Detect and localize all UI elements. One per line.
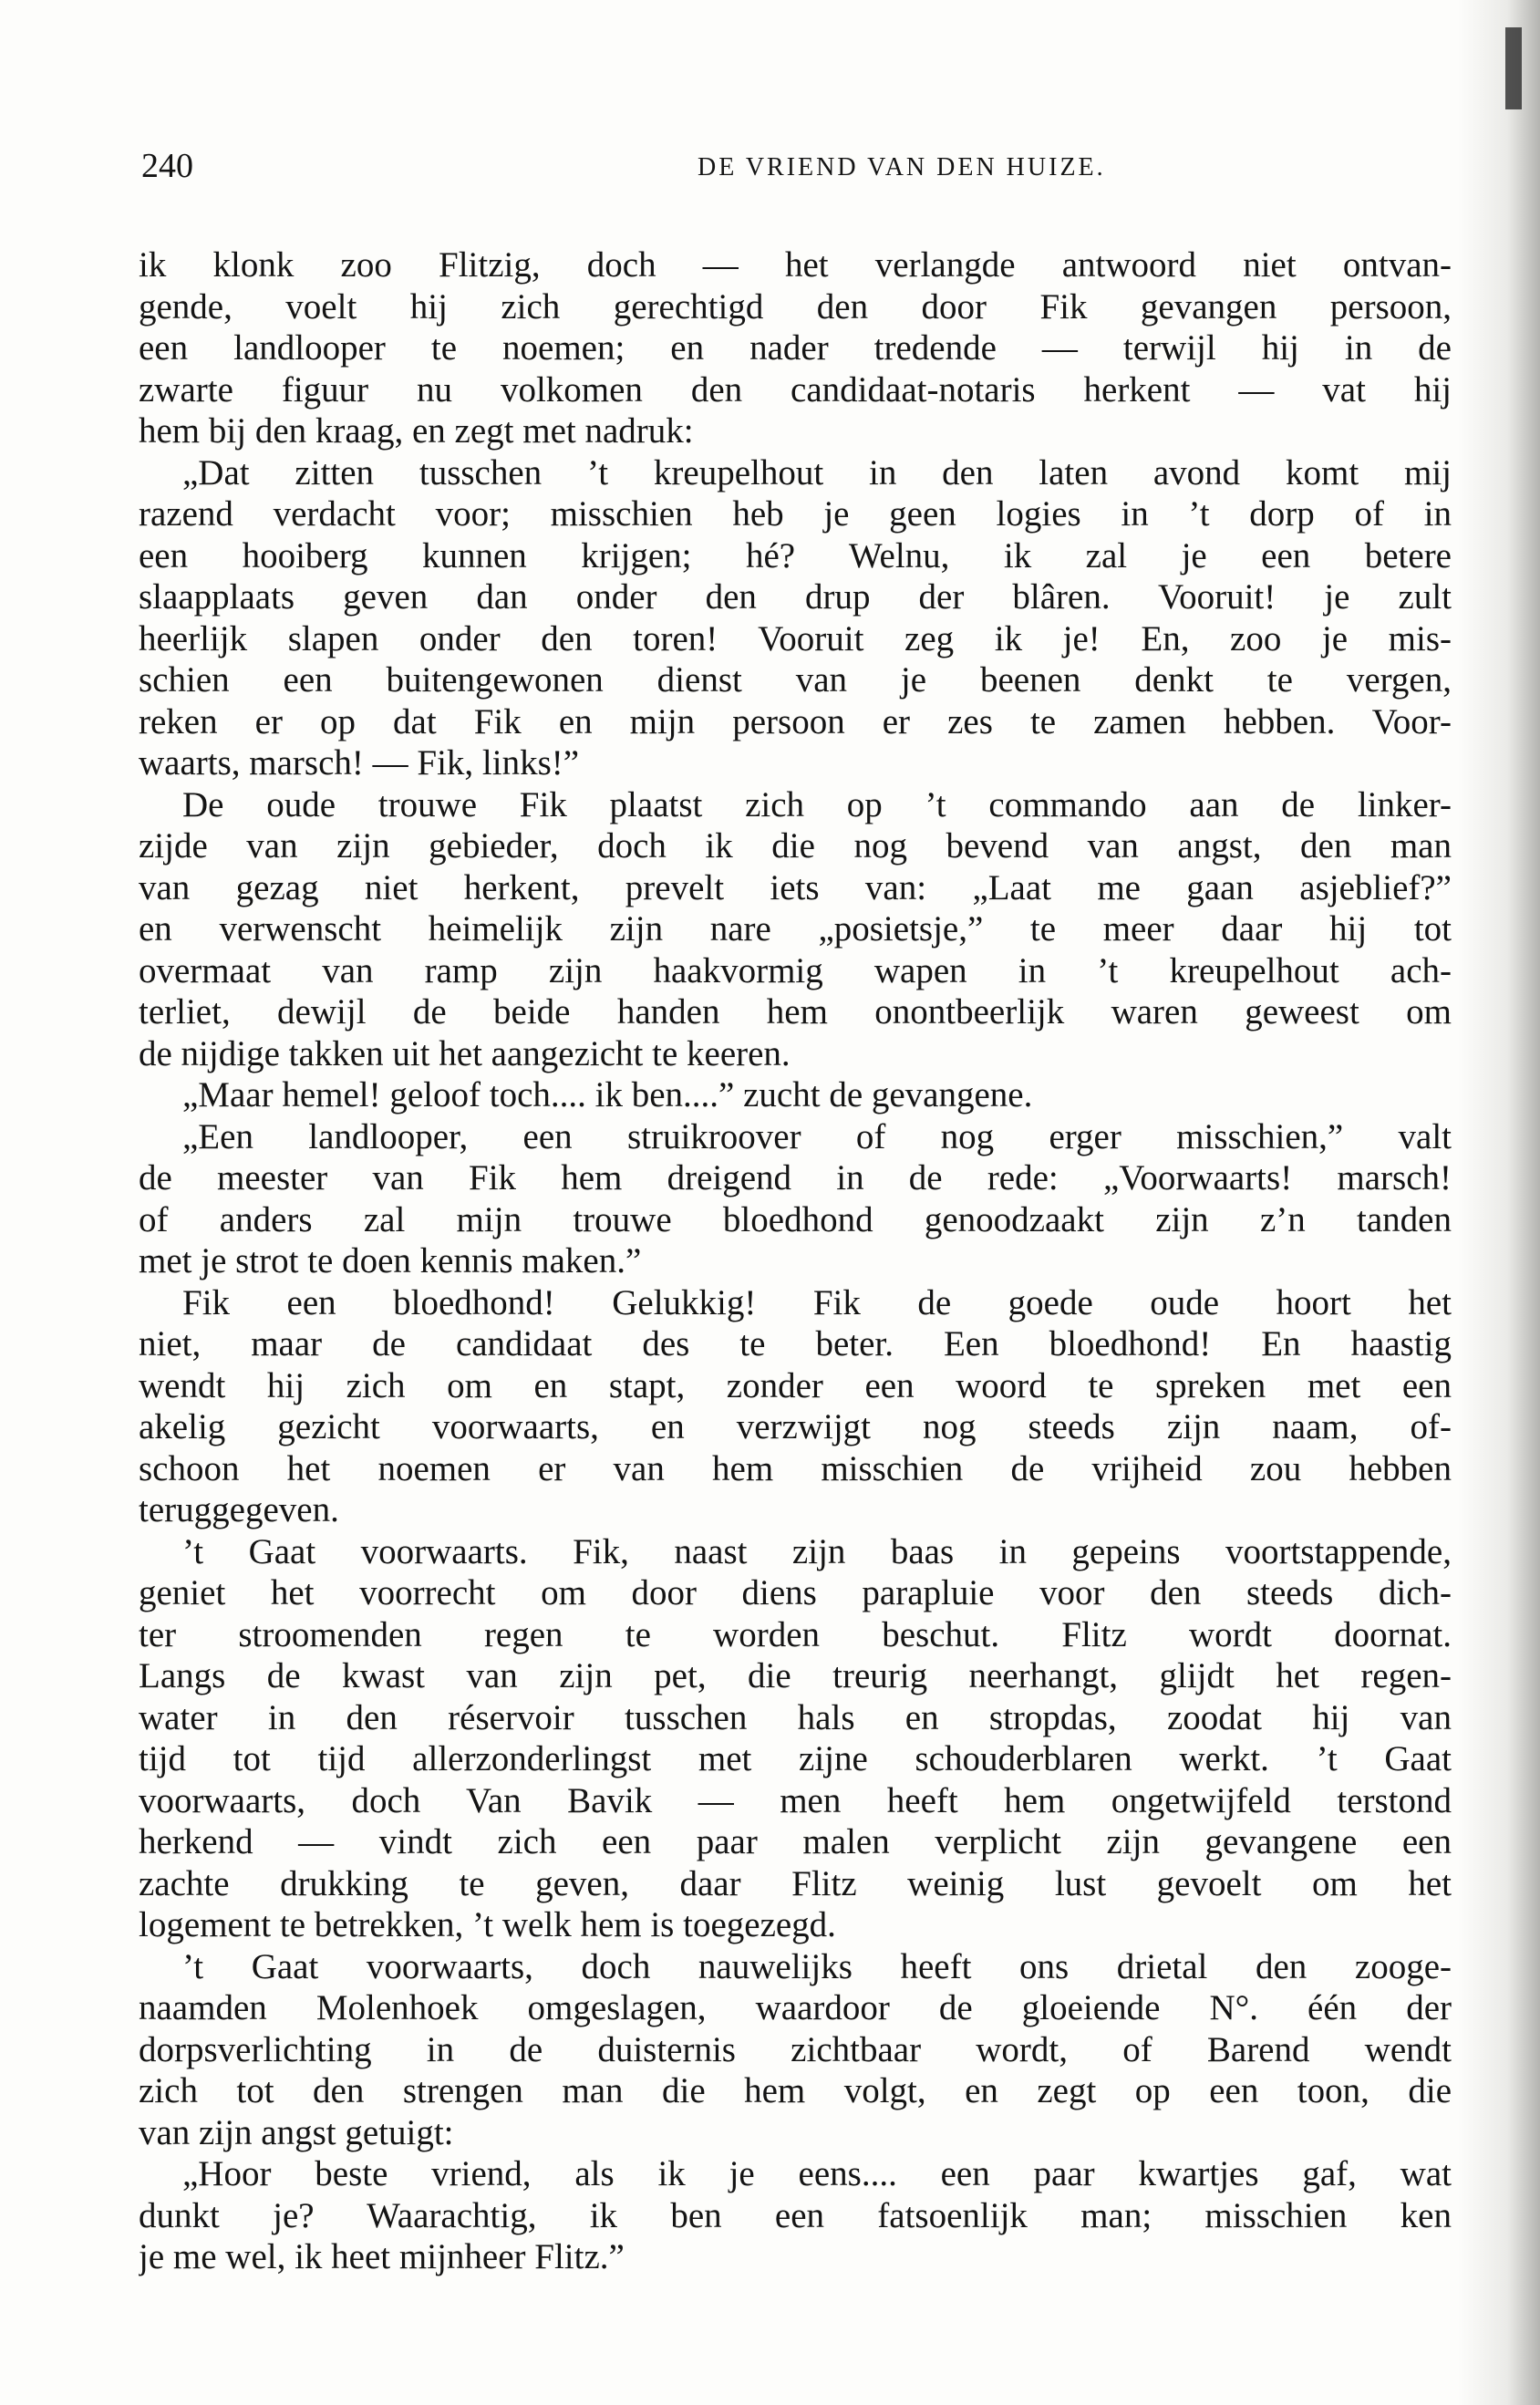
text-line: hem bij den kraag, en zegt met nadruk: [139, 411, 694, 451]
text-line: terliet, dewijl de beide handen hem onontbeerlijk waren geweest om [139, 992, 1452, 1031]
text-line: logement te betrekken, ’t welk hem is toegezegd. [139, 1905, 836, 1944]
text-line: overmaat van ramp zijn haakvormig wapen in ’t kreupelhout ach- [139, 950, 1452, 990]
text-line: en verwenscht heimelijk zijn nare „posietsje,” te meer daar hij tot [139, 909, 1452, 949]
text-line: tijd tot tijd allerzonderlingst met zijne schouderblaren werkt. ’t Gaat [139, 1739, 1452, 1778]
text-line: slaapplaats geven dan onder den drup der blâren. Vooruit! je zult [139, 577, 1452, 617]
text-line: schoon het noemen er van hem misschien de vrijheid zou hebben [139, 1448, 1452, 1488]
text-line: „Maar hemel! geloof toch.... ik ben....” zucht de gevangene. [182, 1075, 1033, 1114]
text-line: „Hoor beste vriend, als ik je eens.... een paar kwartjes gaf, wat [182, 2154, 1452, 2193]
text-line: gende, voelt hij zich gerechtigd den door Fik gevangen persoon, [139, 286, 1452, 327]
text-line: de nijdige takken uit het aangezicht te keeren. [139, 1033, 791, 1073]
text-line: voorwaarts, doch Van Bavik — men heeft hem ongetwijfeld terstond [139, 1780, 1452, 1820]
text-line: zijde van zijn gebieder, doch ik die nog bevend van angst, den man [139, 826, 1452, 866]
text-line: akelig gezicht voorwaarts, en verzwijgt nog steeds zijn naam, of- [139, 1407, 1452, 1446]
text-line: zachte drukking te geven, daar Flitz weinig lust gevoelt om het [139, 1863, 1452, 1903]
text-line: met je strot te doen kennis maken.” [139, 1241, 642, 1280]
text-line: „Dat zitten tusschen ’t kreupelhout in den laten avond komt mij [182, 452, 1452, 492]
page-edge-mark [1505, 27, 1522, 109]
text-line: Langs de kwast van zijn pet, die treurig neerhangt, glijdt het regen- [139, 1656, 1452, 1695]
running-title: DE VRIEND VAN DEN HUIZE. [698, 153, 1106, 181]
text-line: waarts, marsch! — Fik, links!” [139, 743, 580, 783]
body-text [139, 244, 1452, 2278]
text-line: zwarte figuur nu volkomen den candidaat-notaris herkent — vat hij [139, 369, 1452, 409]
text-line: de meester van Fik hem dreigend in de rede: „Voorwaarts! marsch! [139, 1158, 1452, 1197]
page-header [141, 146, 1463, 201]
text-line: „Een landlooper, een struikroover of nog erger misschien,” valt [182, 1116, 1452, 1156]
text-line: schien een buitengewonen dienst van je beenen denkt te vergen, [139, 660, 1452, 700]
text-line: van gezag niet herkent, prevelt iets van: „Laat me gaan asjeblief?” [139, 867, 1452, 907]
text-line: ter stroomenden regen te worden beschut. Flitz wordt doornat. [139, 1614, 1452, 1654]
text-line: dunkt je? Waarachtig, ik ben een fatsoenlijk man; misschien ken [139, 2195, 1452, 2235]
text-line: of anders zal mijn trouwe bloedhond genoodzaakt zijn z’n tanden [139, 1199, 1452, 1239]
text-line: je me wel, ik heet mijnheer Flitz.” [139, 2237, 625, 2276]
text-line: een hooiberg kunnen krijgen; hé? Welnu, ik zal je een betere [139, 535, 1452, 575]
text-line: De oude trouwe Fik plaatst zich op ’t commando aan de linker- [182, 784, 1452, 824]
text-line: razend verdacht voor; misschien heb je geen logies in ’t dorp of in [139, 494, 1452, 534]
text-line: ’t Gaat voorwaarts, doch nauwelijks heeft ons drietal den zooge- [182, 1946, 1452, 1986]
text-line: water in den réservoir tusschen hals en stropdas, zoodat hij van [139, 1697, 1452, 1737]
text-line: dorpsverlichting in de duisternis zichtbaar wordt, of Barend wendt [139, 2029, 1452, 2069]
text-line: ’t Gaat voorwaarts. Fik, naast zijn baas in gepeins voortstappende, [182, 1531, 1452, 1571]
page-edge-bleed [1458, 0, 1540, 2405]
text-line: zich tot den strengen man die hem volgt, en zegt op een toon, die [139, 2071, 1452, 2110]
page-number: 240 [141, 147, 193, 185]
text-line: van zijn angst getuigt: [139, 2112, 454, 2152]
text-line: wendt hij zich om en stapt, zonder een woord te spreken met een [139, 1365, 1452, 1405]
text-line: geniet het voorrecht om door diens parapluie voor den steeds dich- [139, 1573, 1452, 1612]
text-line: teruggegeven. [139, 1490, 339, 1529]
text-line: niet, maar de candidaat des te beter. Een bloedhond! En haastig [139, 1324, 1452, 1363]
text-line: heerlijk slapen onder den toren! Vooruit zeg ik je! En, zoo je mis- [139, 618, 1452, 658]
text-line: reken er op dat Fik en mijn persoon er zes te zamen hebben. Voor- [139, 701, 1452, 741]
text-line: Fik een bloedhond! Gelukkig! Fik de goede oude hoort het [182, 1282, 1452, 1322]
text-line: herkend — vindt zich een paar malen verplicht zijn gevangene een [139, 1822, 1452, 1861]
text-line: een landlooper te noemen; en nader tredende — terwijl hij in de [139, 328, 1452, 368]
text-line: ik klonk zoo Flitzig, doch — het verlangde antwoord niet ontvan- [139, 245, 1452, 285]
text-line: naamden Molenhoek omgeslagen, waardoor de gloeiende N°. één der [139, 1988, 1452, 2027]
